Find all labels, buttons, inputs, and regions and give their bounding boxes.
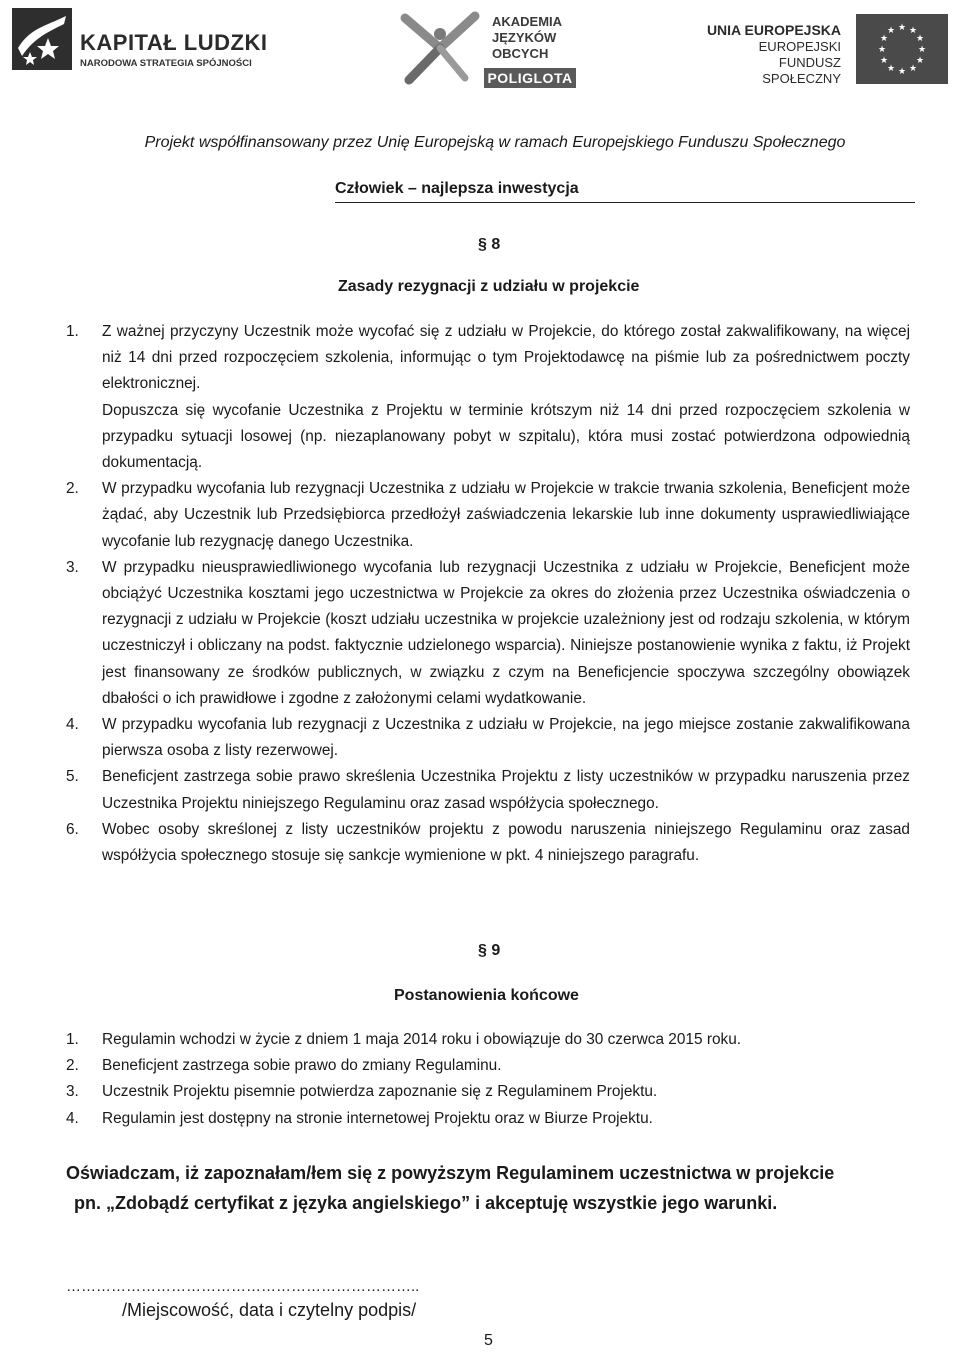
list-item-text: W przypadku nieusprawiedliwionego wycofania lub rezygnacji Uczestnika z udziału w Projekcie, Beneficjent może obciążyć Uczestnika kosztami jego uczestnictwa w Projekcie za okres do złożenia przez Uczestnika oświadczenia o rezygnacji z udziału w Projekcie (koszt udziału uczestnika w projekcie uzależniony jest od rodzaju szkolenia, w którym uczestniczył i obliczany na podst. faktycznie udzielonego wsparcia). Niniejsze postanowienie wynika z faktu, iż Projekt jest finansowany ze środków publicznych, w związku z czym na Beneficjencie spoczywa szczególny obowiązek dbałości o ich prawidłowe i zgodne z założonymi celami wydatkowanie. xyxy=(102,558,910,707)
list-item-number: 6. xyxy=(66,820,79,838)
ue-line3: FUNDUSZ SPOŁECZNY xyxy=(762,55,841,86)
ue-logo-text xyxy=(703,22,841,87)
list-item-text: W przypadku wycofania lub rezygnacji Uczestnika z udziału w Projekcie w trakcie trwania szkolenia, Beneficjent może żądać, aby Uczestnik lub Przedsiębiorca przedłożył zaświadczenia lekarskie lub inne dokumenty usprawiedliwiające wycofanie lub rezygnację danego Uczestnika. xyxy=(102,480,910,550)
list-item xyxy=(66,712,910,764)
list-item-text: Regulamin wchodzi w życie z dniem 1 maja 2014 roku i obowiązuje do 30 czerwca 2015 roku. xyxy=(102,1031,742,1048)
list-item xyxy=(66,476,910,555)
signature-line: …………………………………………………………….. xyxy=(66,1278,420,1295)
list-item-number: 3. xyxy=(66,558,79,576)
akademia-logo-mark xyxy=(395,8,485,88)
kapital-ludzki-logo-mark xyxy=(12,8,72,70)
eu-flag-icon xyxy=(856,14,948,84)
svg-text:★: ★ xyxy=(897,23,907,33)
header-divider xyxy=(335,202,915,203)
cofinance-line: Projekt współfinansowany przez Unię Europejską w ramach Europejskiego Funduszu Społecznego xyxy=(144,134,846,151)
declaration-line1: Oświadczam, iż zapoznałam/łem się z powyższym Regulaminem uczestnictwa w projekcie xyxy=(66,1163,835,1183)
list-item xyxy=(66,1079,910,1105)
svg-text:★: ★ xyxy=(877,45,887,55)
list-item xyxy=(66,1053,910,1079)
kapital-ludzki-subtitle: NARODOWA STRATEGIA SPÓJNOŚCI xyxy=(80,58,252,69)
section-8-list xyxy=(66,319,910,869)
svg-text:★: ★ xyxy=(897,67,907,77)
list-item-text: Uczestnik Projektu pisemnie potwierdza zapoznanie się z Regulaminem Projektu. xyxy=(102,1083,658,1101)
poliglota-brand: POLIGLOTA xyxy=(484,68,576,88)
list-item-number: 5. xyxy=(66,768,79,786)
list-item-number: 2. xyxy=(66,1057,79,1075)
list-item-extra-text: Dopuszcza się wycofanie Uczestnika z Projektu w terminie krótszym niż 14 dni przed rozpoczęciem szkolenia w przypadku sytuacji losowej (np. niezaplanowany pobyt w szpitalu), która musi zostać potwierdzona odpowiednią dokumentacją. xyxy=(102,401,910,472)
list-item-text: Wobec osoby skreślonej z listy uczestników projektu z powodu naruszenia niniejszego Regulaminu oraz zasad współżycia społecznego stosuje się sankcje wymienione w pkt. 4 niniejszego paragrafu. xyxy=(102,820,910,865)
list-item-text: Beneficjent zastrzega sobie prawo do zmiany Regulaminu. xyxy=(102,1057,502,1075)
ue-line2: EUROPEJSKI xyxy=(758,39,841,54)
declaration-line2: pn. „Zdobądź certyfikat z języka angielskiego” i akceptuję wszystkie jego warunki. xyxy=(74,1193,778,1213)
list-item xyxy=(66,1027,910,1053)
list-item-number: 4. xyxy=(66,1109,79,1127)
akademia-line1: AKADEMIA xyxy=(492,14,563,29)
svg-text:★: ★ xyxy=(879,56,889,66)
list-item xyxy=(66,319,910,476)
ue-line1: UNIA EUROPEJSKA xyxy=(706,22,841,38)
section-8-title: Zasady rezygnacji z udziału w projekcie xyxy=(338,278,640,295)
list-item-number: 1. xyxy=(66,1031,79,1048)
akademia-line3: OBCYCH xyxy=(492,46,549,61)
list-item xyxy=(66,1106,910,1132)
list-item-number: 4. xyxy=(66,716,79,734)
akademia-line2: JĘZYKÓW xyxy=(492,30,557,45)
section-9-number: § 9 xyxy=(478,942,501,959)
section-8-number: § 8 xyxy=(478,236,501,253)
motto: Człowiek – najlepsza inwestycja xyxy=(335,180,579,197)
svg-text:★: ★ xyxy=(908,64,918,74)
section-9-list xyxy=(66,1027,910,1132)
svg-text:★: ★ xyxy=(915,34,925,44)
list-item-text: W przypadku wycofania lub rezygnacji z Uczestnika z udziału w Projekcie, na jego miejsce zostanie zakwalifikowana pierwsza osoba z listy rezerwowej. xyxy=(102,716,910,760)
signature-label: /Miejscowość, data i czytelny podpis/ xyxy=(122,1300,417,1320)
svg-text:★: ★ xyxy=(908,26,918,36)
svg-text:★: ★ xyxy=(915,56,925,66)
list-item xyxy=(66,555,910,712)
list-item-text: Z ważnej przyczyny Uczestnik może wycofać się z udziału w Projekcie, do którego został zakwalifikowany, na więcej niż 14 dni przed rozpoczęciem szkolenia, informując o tym Projektodawcę na piśmie lub za pośrednictwem poczty elektronicznej. xyxy=(102,323,910,393)
svg-text:★: ★ xyxy=(886,26,896,36)
section-9-title: Postanowienia końcowe xyxy=(394,987,579,1004)
list-item xyxy=(66,764,910,816)
kapital-ludzki-title: KAPITAŁ LUDZKI xyxy=(80,30,268,55)
akademia-logo-text xyxy=(492,14,562,62)
svg-text:★: ★ xyxy=(886,64,896,74)
list-item-number: 3. xyxy=(66,1083,79,1101)
page-number: 5 xyxy=(484,1332,493,1349)
list-item-text: Regulamin jest dostępny na stronie internetowej Projektu oraz w Biurze Projektu. xyxy=(102,1109,653,1127)
list-item-text: Beneficjent zastrzega sobie prawo skreślenia Uczestnika Projektu z listy uczestników w przypadku naruszenia przez Uczestnika Projektu niniejszego Regulaminu oraz zasad współżycia społecznego. xyxy=(102,768,910,812)
list-item-number: 1. xyxy=(66,323,79,340)
svg-text:★: ★ xyxy=(879,34,889,44)
list-item-number: 2. xyxy=(66,480,79,498)
svg-text:★: ★ xyxy=(917,45,927,55)
list-item xyxy=(66,817,910,869)
declaration xyxy=(66,1158,926,1218)
